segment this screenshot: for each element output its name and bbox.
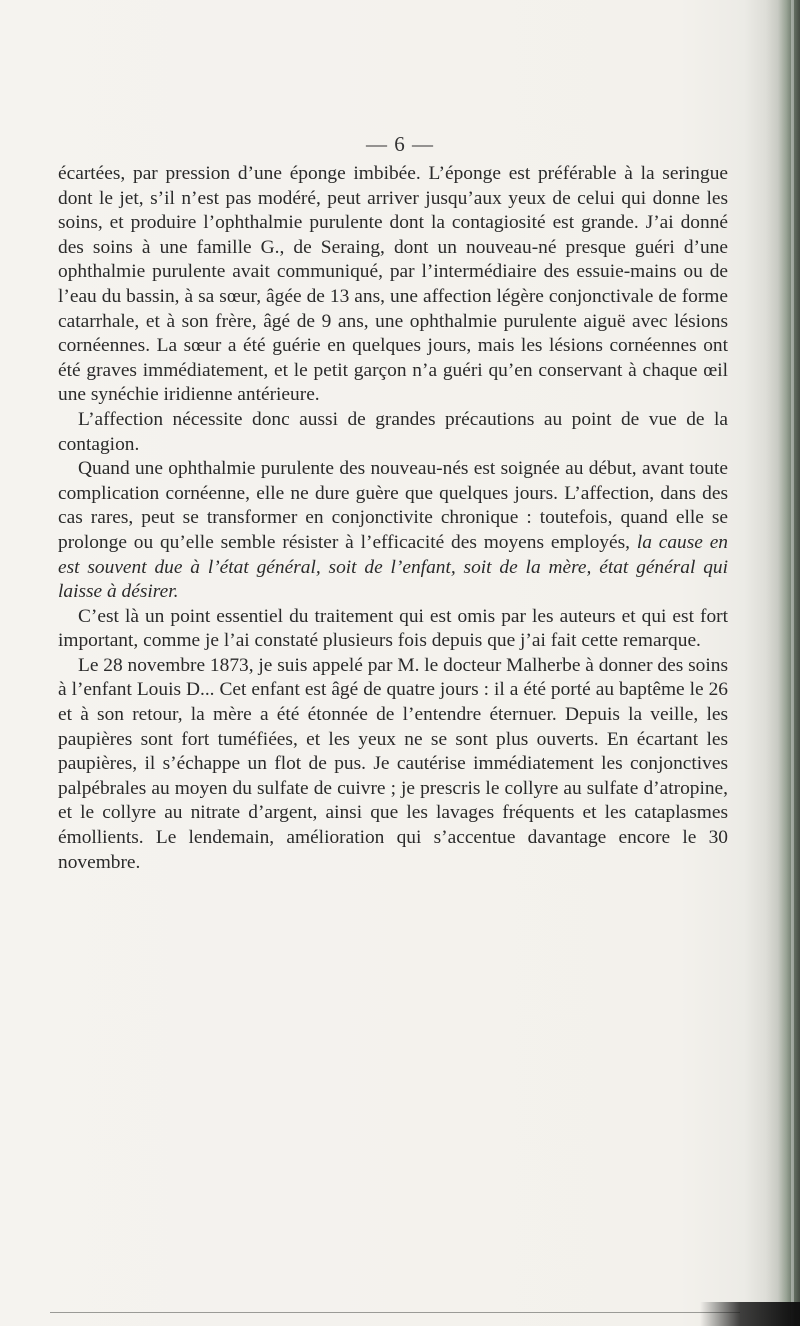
paragraph-2 (58, 408, 728, 457)
paragraph-5-text: Le 28 novembre 1873, je suis appelé par M. le docteur Malherbe à donner des soins à l’enfant Louis D... Cet enfant est âgé de quatre jours : il a été porté au baptême le 26 et à son retour, la mère a été étonnée de l’entendre éternuer. Depuis la veille, les paupières sont fort tuméfiées, et les yeux ne se sont plus ouverts. En écartant les paupières, il s’échappe un flot de pus. Je cautérise immédiatement les conjonctives palpébrales au moyen du sulfate de cuivre ; je prescris le collyre au sulfate d’atropine, et le collyre au nitrate d’argent, ainsi que les lavages fréquents et les cataplasmes émollients. Le lendemain, amélioration qui s’accentue davantage encore le 30 novembre. (58, 654, 728, 873)
paragraph-3-text: Quand une ophthalmie purulente des nouveau-nés est soignée au début, avant toute complication cornéenne, elle ne dure guère que quelques jours. L’affection, dans des cas rares, peut se transformer en conjonctivite chronique : toutefois, quand elle se prolonge ou qu’elle semble résister à l’efficacité des moyens employés, (58, 458, 728, 553)
page-corner-shadow (700, 1302, 800, 1326)
book-binding-shadow (766, 0, 800, 1326)
paragraph-2-text: L’affection nécessite donc aussi de grandes précautions au point de vue de la contagion. (58, 408, 728, 455)
paragraph-4 (58, 605, 728, 654)
paragraph-4-text: C’est là un point essentiel du traitement qui est omis par les auteurs et qui est fort important, comme je l’ai constaté plusieurs fois depuis que j’ai fait cette remarque. (58, 605, 728, 652)
paragraph-3-italic-text: la cause en est souvent due à l’état général, soit de l’enfant, soit de la mère, état général qui laisse à désirer. (58, 531, 729, 603)
paragraph-3 (58, 457, 728, 605)
binding-highlight (791, 0, 794, 1326)
page-number: — 6 — (366, 132, 434, 156)
page-bottom-edge (50, 1312, 740, 1313)
paragraph-1-text: écartées, par pression d’une éponge imbibée. L’éponge est préférable à la seringue dont le jet, s’il n’est pas modéré, peut arriver jusqu’aux yeux de celui qui donne les soins, et produire l’ophthalmie purulente dont la contagiosité est grande. J’ai donné des soins à une famille G., de Seraing, dont un nouveau-né presque guéri d’une ophthalmie purulente avait communiqué, par l’intermédiaire des essuie-mains ou de l’eau du bassin, à sa sœur, âgée de 13 ans, une affection légère conjonctivale de forme catarrhale, et à son frère, âgé de 9 ans, une ophthalmie purulente aiguë avec lésions cornéennes. La sœur a été guérie en quelques jours, mais les lésions cornéennes ont été graves immédiatement, et le petit garçon n’a guéri qu’en conservant à chaque œil une synéchie iridienne antérieure. (58, 163, 728, 406)
paragraph-1 (58, 162, 728, 408)
paragraph-5 (58, 654, 728, 875)
body-text (58, 162, 728, 875)
